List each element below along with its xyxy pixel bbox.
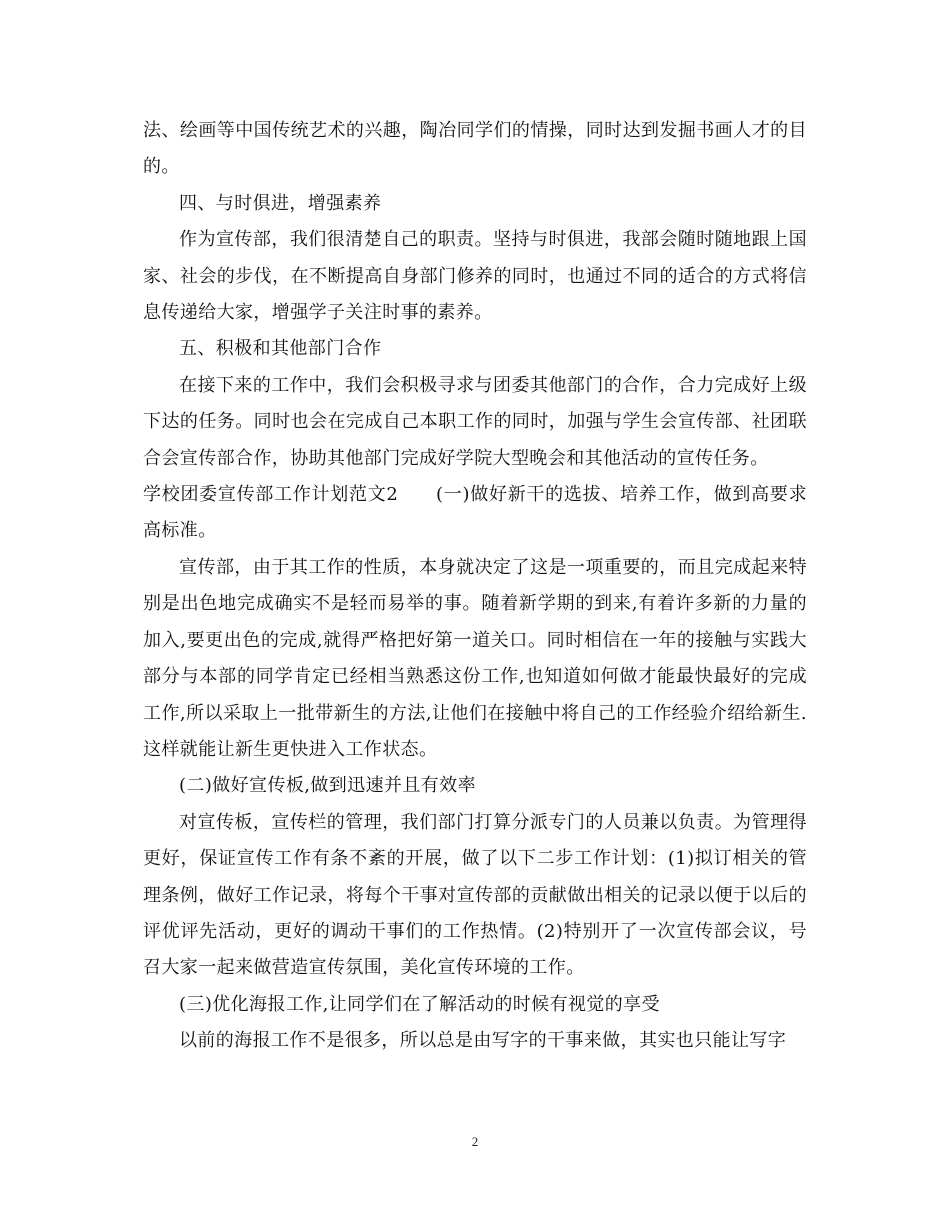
- section-heading: (三)优化海报工作,让同学们在了解活动的时候有视觉的享受: [179, 993, 660, 1015]
- paragraph: 在接下来的工作中，我们会积极寻求与团委其他部门的合作，合力完成好上级下达的任务。同时也会在完成自己本职工作的同时，加强与学生会宣传部、社团联合会宣传部合作，协助其他部门完成好学院大型晚会和其他活动的宣传任务。: [143, 374, 807, 469]
- paragraph: 法、绘画等中国传统艺术的兴趣，陶冶同学们的情操，同时达到发掘书画人才的目的。: [143, 120, 807, 178]
- document-body: [143, 113, 807, 1060]
- paragraph: 以前的海报工作不是很多，所以总是由写字的干事来做，其实也只能让写字: [179, 1030, 787, 1052]
- section-heading: 五、积极和其他部门合作: [179, 338, 382, 360]
- section-heading: 四、与时俱进，增强素养: [179, 192, 382, 214]
- paragraph: 作为宣传部，我们很清楚自己的职责。坚持与时俱进，我部会随时随地跟上国家、社会的步伐，在不断提高自身部门修养的同时，也通过不同的适合的方式将信息传递给大家，增强学子关注时事的素养。: [143, 229, 807, 324]
- document-title-line: 学校团委宣传部工作计划范文2 (一)做好新干的选拔、培养工作，做到高要求高标准。: [143, 484, 807, 542]
- section-heading: (二)做好宣传板,做到迅速并且有效率: [179, 775, 476, 797]
- paragraph: 对宣传板，宣传栏的管理，我们部门打算分派专门的人员兼以负责。为管理得更好，保证宣传工作有条不紊的开展，做了以下二步工作计划：(1)拟订相关的管理条例，做好工作记录，将每个干事对宣传部的贡献做出相关的记录以便于以后的评优评先活动，更好的调动干事们的工作热情。(2)特别开了一次宣传部会议，号召大家一起来做营造宣传氛围，美化宣传环境的工作。: [143, 811, 807, 979]
- paragraph: 宣传部，由于其工作的性质，本身就决定了这是一项重要的，而且完成起来特别是出色地完成确实不是轻而易举的事。随着新学期的到来,有着许多新的力量的加入,要更出色的完成,就得严格把好第一道关口。同时相信在一年的接触与实践大部分与本部的同学肯定已经相当熟悉这份工作,也知道如何做才能最快最好的完成工作,所以采取上一批带新生的方法,让他们在接触中将自己的工作经验介绍给新生.这样就能让新生更快进入工作状态。: [143, 556, 807, 760]
- page-number: 2: [471, 1134, 479, 1149]
